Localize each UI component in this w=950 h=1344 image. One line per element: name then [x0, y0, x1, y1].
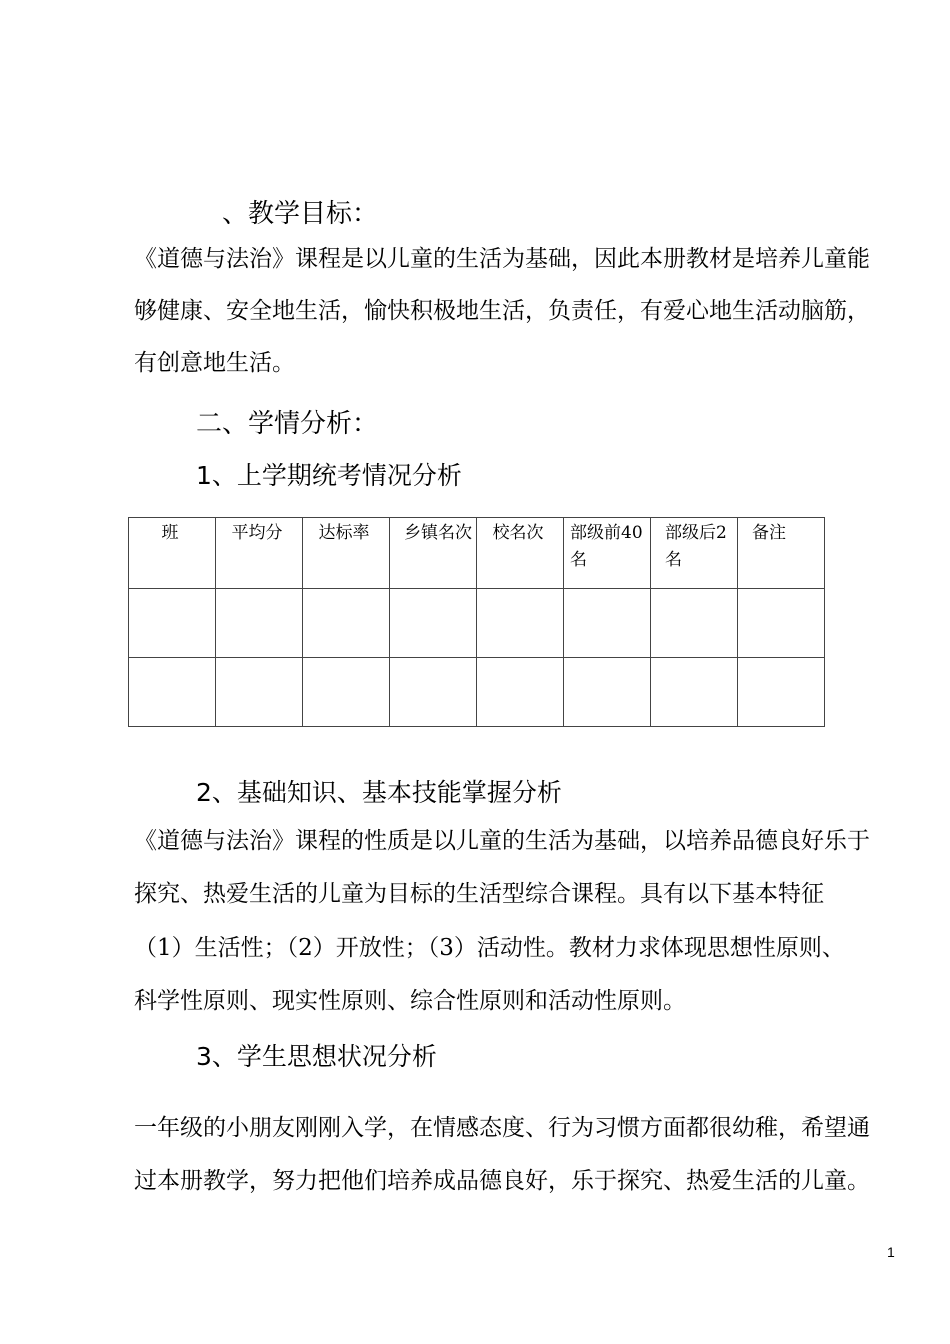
exam-stats-table	[128, 517, 825, 727]
table-row	[129, 589, 825, 658]
table-cell	[651, 658, 738, 727]
subheading-exam-analysis: 1、上学期统考情况分析	[196, 461, 462, 490]
table-row	[129, 658, 825, 727]
table-cell	[303, 589, 390, 658]
table-header-cell: 平均分	[216, 518, 303, 589]
table-cell	[390, 589, 477, 658]
paragraph-line: 有创意地生活。	[134, 350, 295, 376]
paragraph-line: 过本册教学，努力把他们培养成品德良好，乐于探究、热爱生活的儿童。	[134, 1168, 870, 1194]
subheading-thought-analysis: 3、学生思想状况分析	[196, 1042, 437, 1071]
paragraph-line: （1）生活性；（2）开放性；（3）活动性。教材力求体现思想性原则、	[134, 935, 845, 961]
table-header-cell: 乡镇名次	[390, 518, 477, 589]
page-number: 1	[887, 1244, 895, 1260]
table-header-cell: 部级前40名	[564, 518, 651, 589]
paragraph-line: 科学性原则、现实性原则、综合性原则和活动性原则。	[134, 988, 686, 1014]
table-header-row	[129, 518, 825, 589]
table-cell	[477, 589, 564, 658]
table-cell	[477, 658, 564, 727]
paragraph-line: 《道德与法治》课程是以儿童的生活为基础，因此本册教材是培养儿童能	[134, 246, 870, 272]
table-header-cell: 备注	[738, 518, 825, 589]
table-cell	[564, 658, 651, 727]
section-heading-teaching-goals: 、教学目标：	[222, 199, 379, 229]
subheading-knowledge-analysis: 2、基础知识、基本技能掌握分析	[196, 778, 562, 807]
table-cell	[216, 589, 303, 658]
paragraph-line: 《道德与法治》课程的性质是以儿童的生活为基础，以培养品德良好乐于	[134, 828, 870, 854]
table-cell	[303, 658, 390, 727]
table-cell	[216, 658, 303, 727]
table-cell	[651, 589, 738, 658]
table-header-cell: 班	[129, 518, 216, 589]
table-cell	[738, 589, 825, 658]
table-cell	[390, 658, 477, 727]
table-cell	[129, 589, 216, 658]
paragraph-line: 够健康、安全地生活，愉快积极地生活，负责任，有爱心地生活动脑筋，	[134, 298, 870, 324]
paragraph-line: 探究、热爱生活的儿童为目标的生活型综合课程。具有以下基本特征	[134, 881, 824, 907]
table-cell	[738, 658, 825, 727]
section-heading-student-analysis: 二、学情分析：	[196, 409, 379, 439]
table-header-cell: 校名次	[477, 518, 564, 589]
table-header-cell: 部级后2名	[651, 518, 738, 589]
table-cell	[129, 658, 216, 727]
table-cell	[564, 589, 651, 658]
table-header-cell: 达标率	[303, 518, 390, 589]
paragraph-line: 一年级的小朋友刚刚入学，在情感态度、行为习惯方面都很幼稚，希望通	[134, 1115, 870, 1141]
